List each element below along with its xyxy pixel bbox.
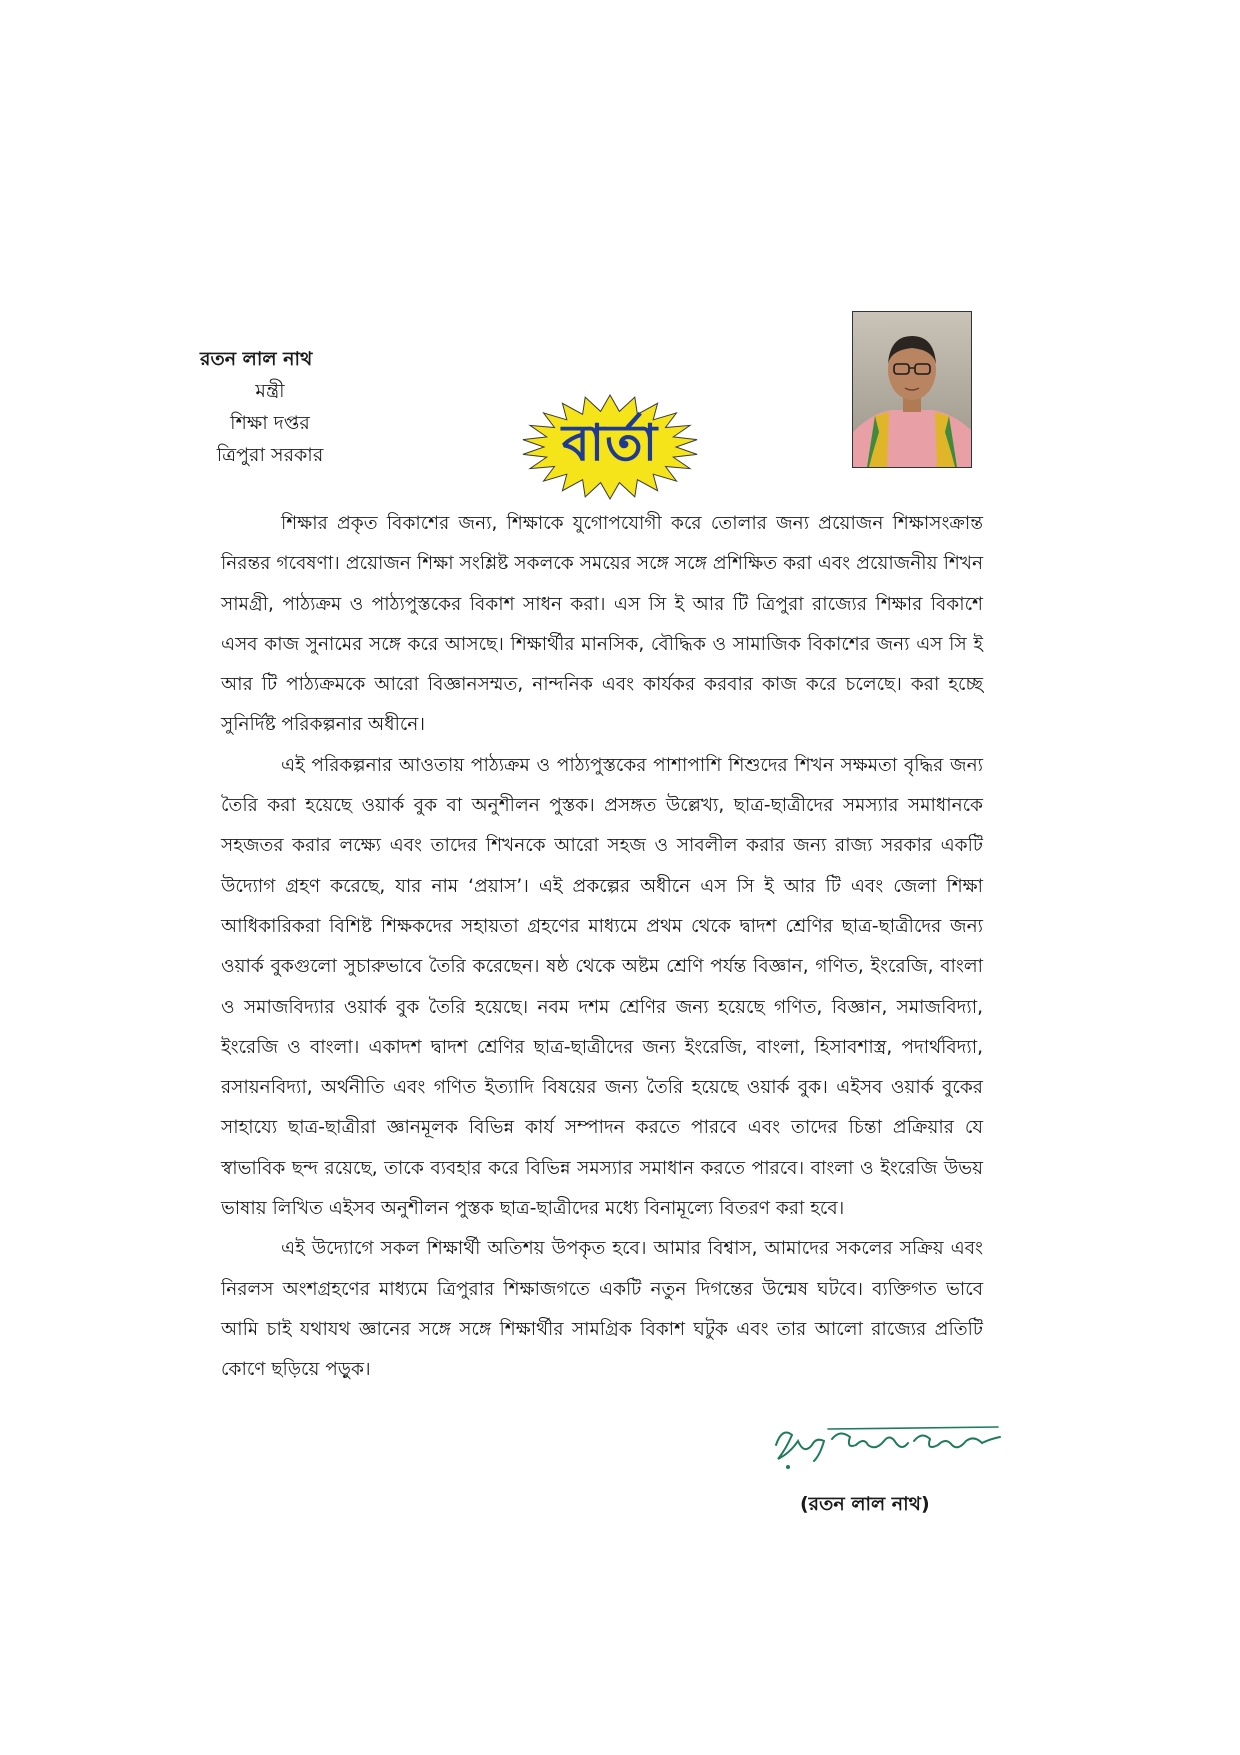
signatory-name: (রতন লাল নাথ) [800, 1493, 930, 1515]
message-title: বার্তা [561, 413, 659, 472]
handwritten-signature [768, 1415, 1008, 1475]
author-name: রতন লাল নাথ [200, 348, 313, 370]
author-block [200, 343, 380, 471]
message-paragraph: এই পরিকল্পনার আওতায় পাঠ্যক্রম ও পাঠ্যপুস্তকের পাশাপাশি শিশুদের শিখন সক্ষমতা বৃদ্ধির জন্য তৈরি করা হয়েছে ওয়ার্ক বুক বা অনুশীলন পুস্তক। প্রসঙ্গত উল্লেখ্য, ছাত্র-ছাত্রীদের সমস্যার সমাধানকে সহজতর করার লক্ষ্যে এবং তাদের শিখনকে আরো সহজ ও সাবলীল করার জন্য রাজ্য সরকার একটি উদ্যোগ গ্রহণ করেছে, যার নাম ‘প্রয়াস’। এই প্রকল্পের অধীনে এস সি ই আর টি এবং জেলা শিক্ষা আধিকারিকরা বিশিষ্ট শিক্ষকদের সহায়তা গ্রহণের মাধ্যমে প্রথম থেকে দ্বাদশ শ্রেণির ছাত্র-ছাত্রীদের জন্য ওয়ার্ক বুকগুলো সুচারুভাবে তৈরি করেছেন। ষষ্ঠ থেকে অষ্টম শ্রেণি পর্যন্ত বিজ্ঞান, গণিত, ইংরেজি, বাংলা ও সমাজবিদ্যার ওয়ার্ক বুক তৈরি হয়েছে। নবম দশম শ্রেণির জন্য হয়েছে গণিত, বিজ্ঞান, সমাজবিদ্যা, ইংরেজি ও বাংলা। একাদশ দ্বাদশ শ্রেণির ছাত্র-ছাত্রীদের জন্য ইংরেজি, বাংলা, হিসাবশাস্ত্র, পদার্থবিদ্যা, রসায়নবিদ্যা, অর্থনীতি এবং গণিত ইত্যাদি বিষয়ের জন্য তৈরি হয়েছে ওয়ার্ক বুক। এইসব ওয়ার্ক বুকের সাহায্যে ছাত্র-ছাত্রীরা জ্ঞানমূলক বিভিন্ন কার্য সম্পাদন করতে পারবে এবং তাদের চিন্তা প্রক্রিয়ার যে স্বাভাবিক ছন্দ রয়েছে, তাকে ব্যবহার করে বিভিন্ন সমস্যার সমাধান করতে পারবে। বাংলা ও ইংরেজি উভয় ভাষায় লিখিত এইসব অনুশীলন পুস্তক ছাত্র-ছাত্রীদের মধ্যে বিনামূল্যে বিতরণ করা হবে। [221, 754, 983, 1220]
portrait-image [853, 312, 971, 467]
author-designation: মন্ত্রী [255, 380, 285, 402]
message-body [221, 504, 983, 1391]
minister-photo [852, 311, 972, 468]
message-paragraph: এই উদ্যোগে সকল শিক্ষার্থী অতিশয় উপকৃত হবে। আমার বিশ্বাস, আমাদের সকলের সক্রিয় এবং নিরলস অংশগ্রহণের মাধ্যমে ত্রিপুরার শিক্ষাজগতে একটি নতুন দিগন্তের উন্মেষ ঘটবে। ব্যক্তিগত ভাবে আমি চাই যথাযথ জ্ঞানের সঙ্গে সঙ্গে শিক্ষার্থীর সামগ্রিক বিকাশ ঘটুক এবং তার আলো রাজ্যের প্রতিটি কোণে ছড়িয়ে পড়ুক। [221, 1238, 983, 1381]
author-department: শিক্ষা দপ্তর [230, 412, 310, 434]
author-government: ত্রিপুরা সরকার [216, 444, 324, 466]
message-badge [520, 392, 700, 502]
message-paragraph: শিক্ষার প্রকৃত বিকাশের জন্য, শিক্ষাকে যুগোপযোগী করে তোলার জন্য প্রয়োজন শিক্ষাসংক্রান্ত নিরন্তর গবেষণা। প্রয়োজন শিক্ষা সংশ্লিষ্ট সকলকে সময়ের সঙ্গে সঙ্গে প্রশিক্ষিত করা এবং প্রয়োজনীয় শিখন সামগ্রী, পাঠ্যক্রম ও পাঠ্যপুস্তকের বিকাশ সাধন করা। এস সি ই আর টি ত্রিপুরা রাজ্যের শিক্ষার বিকাশে এসব কাজ সুনামের সঙ্গে করে আসছে। শিক্ষার্থীর মানসিক, বৌদ্ধিক ও সামাজিক বিকাশের জন্য এস সি ই আর টি পাঠ্যক্রমকে আরো বিজ্ঞানসম্মত, নান্দনিক এবং কার্যকর করবার কাজ করে চলেছে। করা হচ্ছে সুনির্দিষ্ট পরিকল্পনার অধীনে। [221, 513, 983, 736]
